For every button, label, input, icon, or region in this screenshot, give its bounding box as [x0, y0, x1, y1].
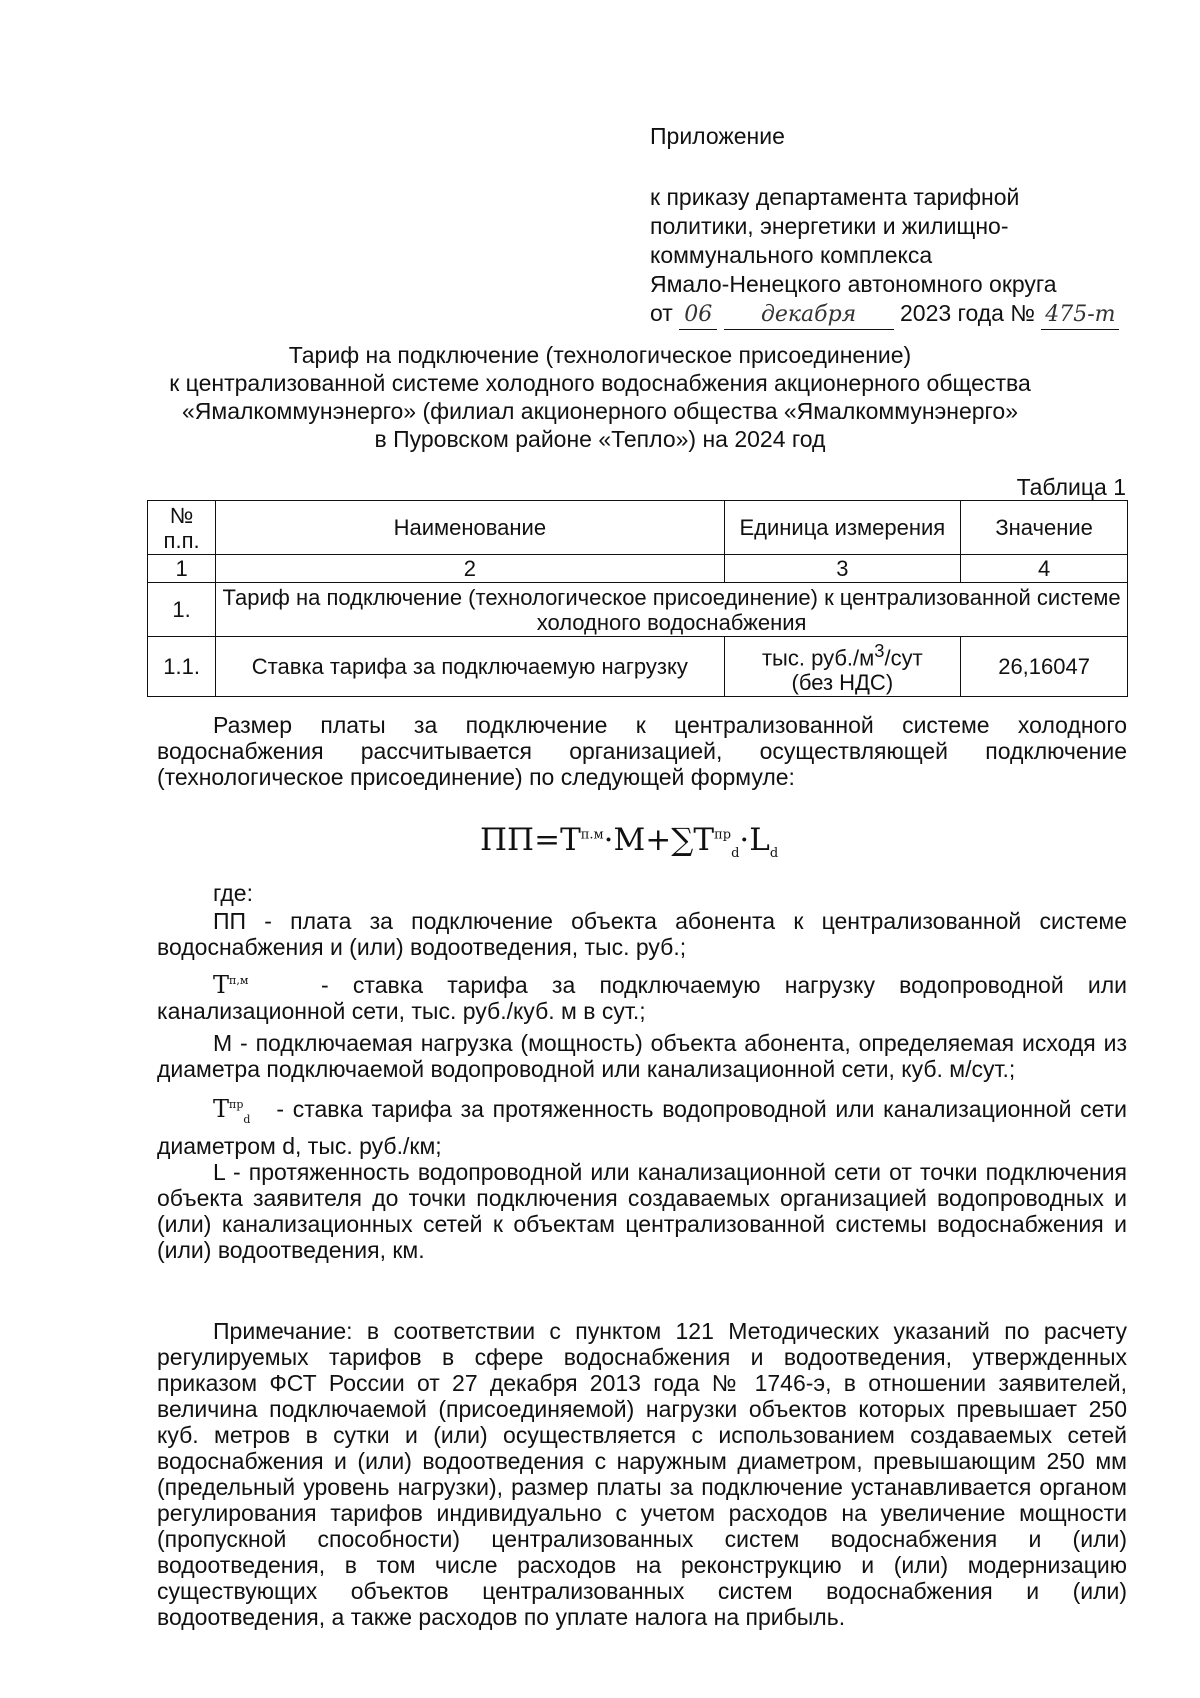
tariff-table [147, 500, 1128, 697]
order-number: 475-т [1041, 300, 1119, 330]
note-text: Примечание: в соответствии с пунктом 121 Методических указаний по расчету регулируемых тарифов в сфере водоснабжения и водоотведения, утвержденных приказом ФСТ России от 27 декабря 2013 года № 1746-э, в отношении заявителей, величина подключаемой (присоединяемой) нагрузки объектов которых превышает 250 куб. метров в сутки и (или) осуществляется с использованием создаваемых сетей водоснабжения и (или) водоотведения с наружным диаметром, превышающим 250 мм (предельный уровень нагрузки), размер платы за подключение устанавливается органом регулирования тарифов индивидуально с учетом расходов на увеличение мощности (пропускной способности) централизованных систем водоснабжения и (или) водоотведения, в том числе расходов на реконструкцию и (или) модернизацию существующих объектов централизованных систем водоснабжения и (или) водоотведения, а также расходов по уплате налога на прибыль. [157, 1318, 1127, 1630]
formula-l-sub: d [769, 846, 779, 862]
row-number: 1.1. [148, 637, 216, 697]
formula-t-sup: п.м [580, 827, 604, 843]
where-label: где: [213, 880, 253, 906]
symbol-t-sub: d [243, 1112, 251, 1126]
unit-exponent: 3 [874, 640, 885, 661]
section-number: 1. [148, 583, 216, 637]
table-section-row [148, 583, 1128, 637]
document-title [150, 341, 1050, 453]
appendix-block [650, 122, 1116, 330]
table-numbering-row [148, 555, 1128, 583]
appendix-line: политики, энергетики и жилищно- [650, 213, 1009, 239]
definition-t-pr [157, 1092, 1127, 1159]
definition-t-pm [157, 968, 1127, 1024]
formula-lhs: ПП [480, 822, 535, 858]
date-day: 06 [679, 300, 717, 330]
header-number: № п.п. [148, 501, 216, 555]
title-line: в Пуровском районе «Тепло») на 2024 год [374, 426, 826, 452]
formula-sum: ∑ [671, 822, 694, 858]
symbol-t: Т [213, 1095, 230, 1123]
formula-t2: Т [693, 822, 715, 858]
note-paragraph [157, 1318, 1127, 1630]
appendix-heading: Приложение [650, 123, 785, 149]
formula-l: L [749, 822, 770, 858]
definition-t-pr-text: - ставка тарифа за протяженность водопроводной или канализационной сети диаметром d, тыс. руб./км; [157, 1096, 1128, 1159]
formula-m: М [613, 822, 646, 858]
header-name: Наименование [216, 501, 724, 555]
row-value: 26,16047 [961, 637, 1128, 697]
formula-t: Т [560, 822, 581, 858]
order-date-line [650, 299, 1116, 330]
date-prefix: от [650, 300, 673, 326]
table-row [148, 637, 1128, 697]
table-label: Таблица 1 [1016, 474, 1126, 500]
unit-text-suffix: /сут [884, 645, 923, 671]
symbol-t-sup: п,м [229, 974, 249, 987]
definitions [157, 880, 1127, 1263]
intro-paragraph [157, 712, 1127, 790]
formula-t2-sub: d [731, 846, 740, 862]
numbering-cell: 2 [216, 555, 724, 583]
header-unit: Единица измерения [724, 501, 961, 555]
title-line: к централизованной системе холодного водоснабжения акционерного общества [169, 370, 1031, 396]
definition-t-pm-text: - ставка тарифа за подключаемую нагрузку водопроводной или канализационной сети, тыс. руб./куб. м в сут.; [157, 972, 1128, 1024]
header-value: Значение [961, 501, 1128, 555]
appendix-line: коммунального комплекса [650, 242, 933, 268]
row-name: Ставка тарифа за подключаемую нагрузку [216, 637, 724, 697]
symbol-t-sup: пр [229, 1098, 244, 1111]
appendix-line: Ямало-Ненецкого автономного округа [650, 271, 1057, 297]
unit-vat-note: (без НДС) [791, 670, 894, 696]
symbol-t: Т [213, 971, 230, 999]
numbering-cell: 1 [148, 555, 216, 583]
formula: $ПП=Т^{п.м}\cdot М+\sum Т^{пр}_d\cdot L_d$ [480, 822, 779, 862]
unit-text: тыс. руб./м [761, 645, 875, 671]
title-line: «Ямалкоммунэнерго» (филиал акционерного общества «Ямалкоммунэнерго» [181, 398, 1019, 424]
symbol-t-pr [213, 1095, 251, 1126]
definition-m: М - подключаемая нагрузка (мощность) объекта абонента, определяемая исходя из диаметра подключаемой водопроводной или канализационной сети, куб. м/сут.; [157, 1030, 1127, 1082]
definition-l: L - протяженность водопроводной или канализационной сети от точки подключения объекта заявителя до точки подключения создаваемых организацией водопроводных и (или) канализационных сетей к объектам централизованной системы водоснабжения и (или) водоотведения, км. [157, 1158, 1127, 1263]
section-text: Тариф на подключение (технологическое присоединение) к централизованной системе холодного водоснабжения [216, 583, 1128, 637]
table-header-row [148, 501, 1128, 555]
date-year: 2023 года № [900, 300, 1036, 326]
date-month: декабря [724, 300, 894, 330]
title-line: Тариф на подключение (технологическое присоединение) [288, 342, 912, 368]
definition-pp: ПП - плата за подключение объекта абонента к централизованной системе водоснабжения и (или) водоотведения, тыс. руб.; [157, 908, 1127, 960]
numbering-cell: 3 [724, 555, 961, 583]
appendix-line: к приказу департамента тарифной [650, 184, 1020, 210]
row-unit [724, 637, 961, 697]
numbering-cell: 4 [961, 555, 1128, 583]
symbol-t-pm [213, 971, 248, 999]
formula-t2-sup: пр [714, 827, 732, 843]
intro-text: Размер платы за подключение к централизованной системе холодного водоснабжения рассчитывается организацией, осуществляющей подключение (технологическое присоединение) по следующей формуле: [157, 712, 1127, 790]
